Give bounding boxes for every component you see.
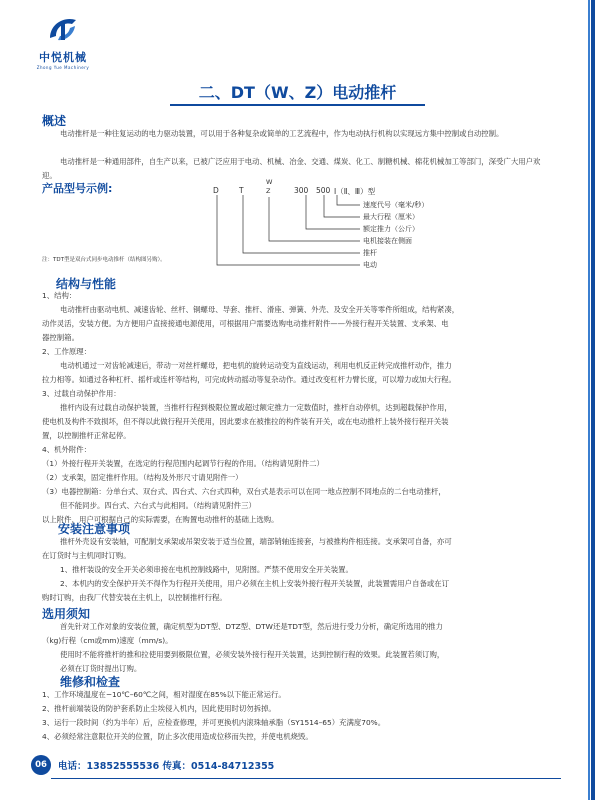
model-code-diagram (200, 178, 429, 273)
edge-stripe-dark (591, 0, 595, 800)
overview-heading: 概述 (42, 114, 67, 128)
install-line: 推杆外壳设有安装轴，可配制支承架或吊架安装于适当位置，端部销轴连接套，与被推构件相连接。支承架可自备，亦可 (60, 537, 452, 546)
selection-line: （kg)行程（cm或mm)速度（mm/s)。 (42, 636, 173, 645)
structure-line: 2、工作原理： (42, 347, 92, 356)
structure-line: 但不能同步。四台式、六台式与此相同。（结构请见附件三） (60, 501, 256, 510)
install-heading: 安装注意事项 (58, 522, 131, 536)
maintenance-line: 1、工作环境温度在−10℃–60℃之间，相对湿度在85%以下能正常运行。 (42, 690, 286, 699)
structure-line: 置，以控制推杆正常起停。 (42, 431, 131, 440)
model-code-type: Ⅰ（Ⅱ、Ⅲ）型 (334, 187, 376, 196)
title-underline (170, 104, 425, 106)
maintenance-line: 4、必须经常注意限位开关的位置，防止多次使用造成位移而失控，并使电机烧毁。 (42, 732, 313, 741)
model-label-electric: 电动 (363, 261, 377, 269)
structure-line: 电动推杆由驱动电机、减速齿轮、丝杆、铜螺母、导套、推杆、滑座、弹簧、外壳、及安全开关等零件所组成，结构紧凑， (60, 305, 460, 314)
model-label-stroke: 最大行程（厘米） (363, 213, 419, 221)
company-logo (28, 14, 98, 70)
structure-heading: 结构与性能 (56, 277, 117, 291)
selection-line: 必须在订货时提出订购。 (60, 664, 142, 673)
install-line: 购时订购，由我厂代替安装在主机上，以控制推杆行程。 (42, 593, 227, 602)
model-code-force: 300 (294, 186, 309, 195)
structure-line: 3、过载自动保护作用： (42, 389, 121, 398)
maintenance-line: 3、运行一段时间（约为半年）后，应检查修理，并可更换机内滚珠轴承脂（SY1514–65）充满度70%。 (42, 718, 386, 727)
model-code-w: W (266, 178, 273, 186)
overview-para-1: 电动推杆是一种往复运动的电力驱动装置，可以用于各种复杂或简单的工艺流程中，作为电动执行机构以实现远方集中控制或自动控制。 (60, 129, 504, 138)
structure-line: 推杆内设有过载自动保护装置，当推杆行程到极限位置或超过额定推力一定数值时，推杆自动停机，达到超载保护作用， (60, 403, 452, 412)
structure-line: 器控制箱。 (42, 333, 79, 342)
model-code-t: T (239, 186, 244, 195)
model-code-stroke: 500 (316, 186, 331, 195)
model-label-pushrod: 推杆 (363, 249, 377, 257)
structure-line: （3）电器控制箱：分单台式、双台式、四台式、六台式四种，双台式是表示可以在同一地点控制不同地点的二台电动推杆， (42, 487, 446, 496)
edge-stripe-light (588, 0, 590, 800)
structure-line: （1）外接行程开关装置，在选定的行程范围内起调节行程的作用。（结构请见附件二） (42, 459, 324, 468)
model-label-motor-side: 电机接装在侧面 (363, 237, 412, 245)
maintenance-heading: 维修和检查 (60, 675, 121, 689)
install-line: 1、推杆装设的安全开关必须串接在电机控制线路中，见附图。严禁不使用安全开关装置。 (60, 565, 353, 574)
page-title: 二、DT（W、Z）电动推杆 (198, 83, 397, 102)
page-edge-stripes (588, 0, 595, 800)
structure-line: 电动机通过一对齿轮减速后，带动一对丝杆螺母，把电机的旋转运动变为直线运动，利用电机反正转完成推杆动作，推力 (60, 361, 452, 370)
structure-line: 1、结构： (42, 291, 77, 300)
install-line: 在订货时与主机同时订购。 (42, 551, 131, 560)
model-footnote: 注：TDT型是双台式同步电动推杆（结构图另购）。 (42, 257, 166, 263)
overview-para-2: 电动推杆是一种通用部件，自生产以来，已被广泛应用于电动、机械、冶金、交通、煤炭、化工、制糖机械、棉花机械加工等部门，深受广大用户欢迎。 (42, 157, 541, 180)
selection-line: 首先针对工作对象的安装位置，确定机型为DT型、DTZ型、DTW还是TDT型，然后进行受力分析，确定所选用的推力 (60, 622, 443, 631)
logo-emblem-icon (46, 14, 80, 44)
selection-line: 使用时不能将推杆的推和拉使用要到极限位置，必须安装外接行程开关装置，达到控制行程的效果。此装置若须订购， (60, 650, 445, 659)
maintenance-line: 2、推杆前端装设的防护套系防止尘埃侵入机内，因此使用时切勿拆掉。 (42, 704, 276, 713)
selection-heading: 选用须知 (42, 607, 91, 621)
model-label-force: 额定推力（公斤） (363, 225, 419, 233)
logo-name-en: Zhong Yue Machinery (36, 65, 90, 70)
model-example-heading: 产品型号示例: (42, 182, 113, 195)
structure-line: 动作灵活，安装方便。为方便用户直接接通电源使用，可根据用户需要选购电动推杆附件——外接行程开关装置、支承架、电 (42, 319, 449, 328)
structure-line: 拉力相等。如通过各种杠杆、摇杆或连杆等结构，可完成转动摇动等复杂动作。通过改变杠杆力臂长度，可以增力或加大行程。 (42, 375, 456, 384)
install-line: 2、本机内的安全保护开关不得作为行程开关使用，用户必须在主机上安装外接行程开关装置，此装置需用户自备或在订 (60, 579, 450, 588)
logo-name-cn: 中悦机械 (39, 51, 87, 64)
structure-line: 使电机及构件不致损坏，但不得以此做行程开关使用，因此要求在被推拉的构件装有开关，或在电动推杆上装外接行程开关装 (42, 417, 449, 426)
page-number-badge: 06 (31, 755, 51, 775)
structure-line: （2）支承架，固定推杆作用。（结构及外形尺寸请见附件一） (42, 473, 243, 482)
model-code-d: D (213, 186, 219, 195)
structure-line: 以上附件，用户可根据自己的实际需要，在购置电动推杆的基础上选购。 (42, 515, 279, 524)
model-label-speed: 速度代号（毫米/秒） (363, 201, 429, 209)
model-code-z: Z (266, 187, 271, 195)
structure-line: 4、机外附件： (42, 445, 92, 454)
footer-rule (51, 778, 561, 779)
footer-contact: 电话：13852555536 传真：0514-84712355 (58, 761, 275, 772)
